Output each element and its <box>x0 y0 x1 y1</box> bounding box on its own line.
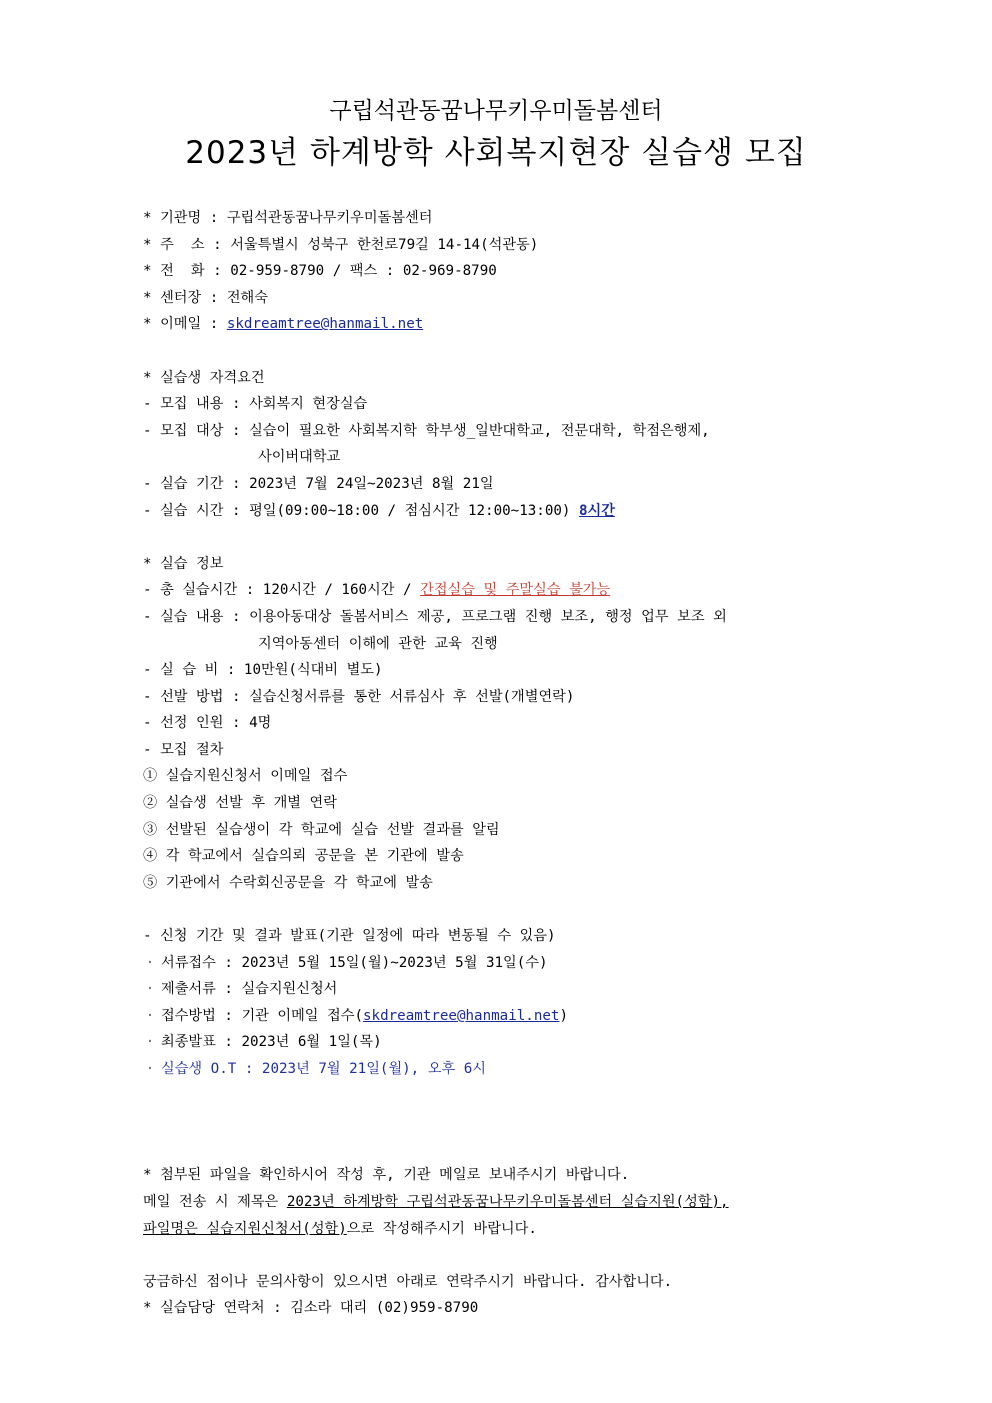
practice-total-line <box>143 577 973 604</box>
recruitment-title: 2023년 하계방학 사회복지현장 실습생 모집 <box>185 135 807 171</box>
bullet-dot-icon: · <box>145 1061 155 1077</box>
practice-selection-count: - 선정 인원 : 4명 <box>143 715 272 732</box>
req-period: - 실습 기간 : 2023년 7월 24일~2023년 8월 21일 <box>143 475 494 492</box>
info-phone: * 전 화 : 02-959-8790 / 팩스 : 02-969-8790 <box>143 263 497 280</box>
file-name-format: 파일명은 실습지원신청서(성함) <box>143 1220 347 1237</box>
practice-heading: * 실습 정보 <box>143 555 224 572</box>
req-content: - 모집 내용 : 사회복지 현장실습 <box>143 396 368 413</box>
bullet-dot-icon: · <box>145 954 155 971</box>
procedure-step: ② 실습생 선발 후 개별 연락 <box>143 795 337 812</box>
practice-total-note: 간접실습 및 주말실습 불가능 <box>420 582 611 599</box>
req-hours-total: 8시간 <box>579 502 615 519</box>
email-link[interactable]: skdreamtree@hanmail.net <box>363 1007 560 1024</box>
procedure-step: ⑤ 기관에서 수락회신공문을 각 학교에 발송 <box>143 874 433 891</box>
bullet-dot-icon: · <box>145 1034 155 1051</box>
req-target-continued: 사이버대학교 <box>258 449 341 466</box>
info-address: * 주 소 : 서울특별시 성북구 한천로79길 14-14(석관동) <box>143 236 539 253</box>
bullet-dot-icon: · <box>145 1007 155 1024</box>
footer-mail-subject-line: 메일 전송 시 제목은 2023년 하계방학 구립석관동꿈나무키우미돌봄센터 실습지원(성함), <box>143 1193 729 1210</box>
mail-subject-format: 2023년 하계방학 구립석관동꿈나무키우미돌봄센터 실습지원(성함), <box>286 1193 729 1210</box>
practice-content-continued: 지역아동센터 이해에 관한 교육 진행 <box>258 635 498 652</box>
info-email-label: * 이메일 : <box>143 316 227 333</box>
footer-inquiry: 궁금하신 점이나 문의사항이 있으시면 아래로 연락주시기 바랍니다. 감사합니다. <box>143 1273 673 1290</box>
practice-selection-method: - 선발 방법 : 실습신청서류를 통한 서류심사 후 선발(개별연락) <box>143 688 575 705</box>
email-link[interactable]: skdreamtree@hanmail.net <box>226 316 424 333</box>
schedule-item: · 제출서류 : 실습지원신청서 <box>143 976 973 1003</box>
footer-attachment-note: * 첨부된 파일을 확인하시어 작성 후, 기관 메일로 보내주시기 바랍니다. <box>143 1167 630 1184</box>
document-body <box>143 205 973 1322</box>
footer-contact: * 실습담당 연락처 : 김소라 대리 (02)959-8790 <box>143 1300 479 1317</box>
schedule-heading: - 신청 기간 및 결과 발표(기관 일정에 따라 변동될 수 있음) <box>143 928 556 945</box>
requirements-heading: * 실습생 자격요건 <box>143 369 265 386</box>
bullet-dot-icon: · <box>145 981 155 998</box>
schedule-item: · 접수방법 : 기관 이메일 접수(skdreamtree@hanmail.net) <box>143 1003 973 1030</box>
procedure-step: ① 실습지원신청서 이메일 접수 <box>143 768 348 785</box>
schedule-item: · 최종발표 : 2023년 6월 1일(목) <box>143 1029 973 1056</box>
procedure-step: ④ 각 학교에서 실습의뢰 공문을 본 기관에 발송 <box>143 848 464 865</box>
info-email-line <box>143 311 973 338</box>
footer-file-name-line: 파일명은 실습지원신청서(성함)으로 작성해주시기 바랍니다. <box>143 1220 537 1237</box>
info-institution: * 기관명 : 구립석관동꿈나무키우미돌봄센터 <box>143 210 433 226</box>
req-hours-line <box>143 498 973 525</box>
req-target: - 모집 대상 : 실습이 필요한 사회복지학 학부생_일반대학교, 전문대학, 학점은행제, <box>143 422 710 439</box>
center-name-title: 구립석관동꿈나무키우미돌봄센터 <box>329 98 663 124</box>
practice-total: - 총 실습시간 : 120시간 / 160시간 / <box>143 582 421 599</box>
practice-fee: - 실 습 비 : 10만원(식대비 별도) <box>143 662 383 679</box>
procedure-heading: - 모집 절차 <box>143 741 224 758</box>
practice-content: - 실습 내용 : 이용아동대상 돌봄서비스 제공, 프로그램 진행 보조, 행정 업무 보조 외 <box>143 608 727 625</box>
procedure-step: ③ 선발된 실습생이 각 학교에 실습 선발 결과를 알림 <box>143 821 500 838</box>
schedule-item: · 서류접수 : 2023년 5월 15일(월)~2023년 5월 31일(수) <box>143 950 973 977</box>
schedule-item-orientation: · 실습생 O.T : 2023년 7월 21일(월), 오후 6시 <box>143 1056 973 1083</box>
req-hours: - 실습 시간 : 평일(09:00~18:00 / 점심시간 12:00~13:00) <box>143 502 580 519</box>
info-director: * 센터장 : 전해숙 <box>143 289 268 306</box>
